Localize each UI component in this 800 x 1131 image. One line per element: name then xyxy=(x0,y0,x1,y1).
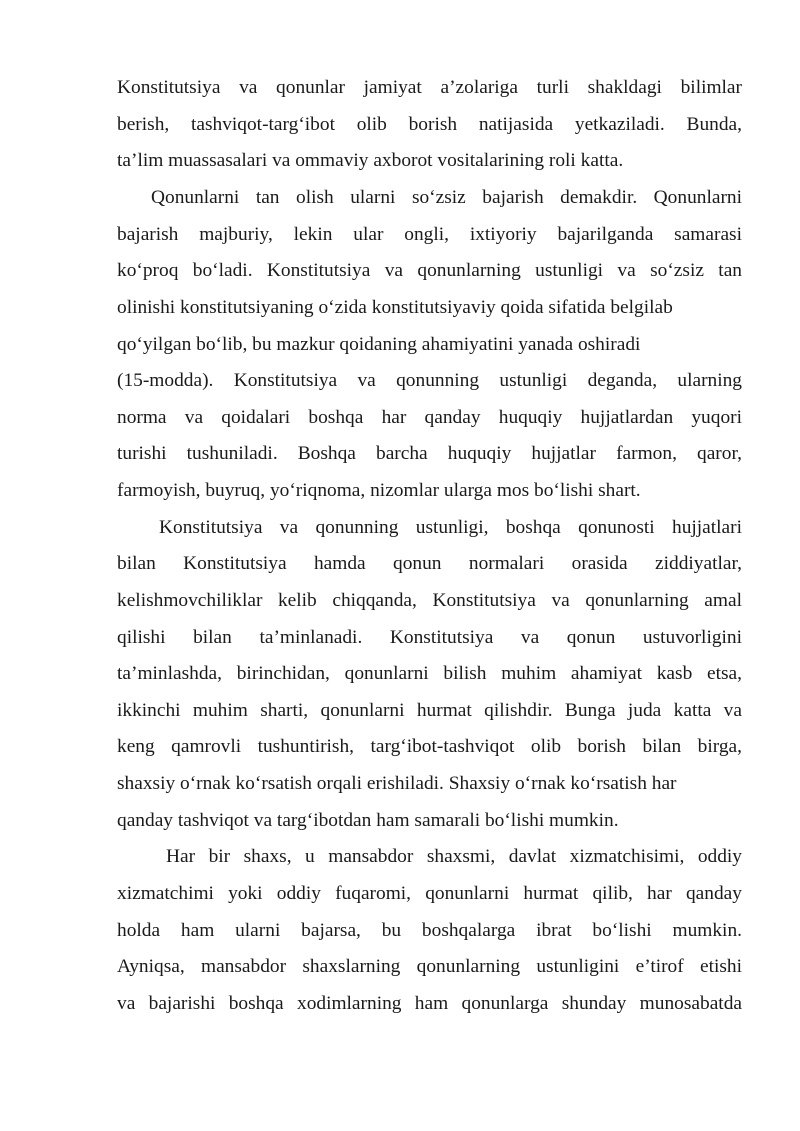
text-line: ko‘proq bo‘ladi. Konstitutsiya va qonunlarning ustunligi va so‘zsiz tan xyxy=(117,260,742,281)
text-line: va bajarishi boshqa xodimlarning ham qonunlarga shunday munosabatda xyxy=(117,993,742,1014)
text-line: bajarish majburiy, lekin ular ongli, ixtiyoriy bajarilganda samarasi xyxy=(117,224,742,245)
paragraph-first-line: Qonunlarni tan olish ularni so‘zsiz bajarish demakdir. Qonunlarni xyxy=(151,187,742,208)
text-line: berish, tashviqot-targ‘ibot olib borish natijasida yetkaziladi. Bunda, xyxy=(117,114,742,135)
text-line: holda ham ularni bajarsa, bu boshqalarga ibrat bo‘lishi mumkin. xyxy=(117,920,742,941)
text-line: qo‘yilgan bo‘lib, bu mazkur qoidaning ahamiyatini yanada oshiradi xyxy=(117,334,641,355)
text-line: norma va qoidalari boshqa har qanday huquqiy hujjatlardan yuqori xyxy=(117,407,742,428)
text-line: (15-modda). Konstitutsiya va qonunning ustunligi deganda, ularning xyxy=(117,370,742,391)
text-line: kelishmovchiliklar kelib chiqqanda, Konstitutsiya va qonunlarning amal xyxy=(117,590,742,611)
text-line: ta’lim muassasalari va ommaviy axborot vositalarining roli katta. xyxy=(117,150,624,171)
text-line: turishi tushuniladi. Boshqa barcha huquqiy hujjatlar farmon, qaror, xyxy=(117,443,742,464)
text-line: ikkinchi muhim sharti, qonunlarni hurmat qilishdir. Bunga juda katta va xyxy=(117,700,742,721)
paragraph-first-line: Konstitutsiya va qonunning ustunligi, boshqa qonunosti hujjatlari xyxy=(159,517,742,538)
text-line: olinishi konstitutsiyaning o‘zida konstitutsiyaviy qoida sifatida belgilab xyxy=(117,297,673,318)
text-line: bilan Konstitutsiya hamda qonun normalari orasida ziddiyatlar, xyxy=(117,553,742,574)
text-line: xizmatchimi yoki oddiy fuqaromi, qonunlarni hurmat qilib, har qanday xyxy=(117,883,742,904)
text-line: qilishi bilan ta’minlanadi. Konstitutsiya va qonun ustuvorligini xyxy=(117,627,742,648)
text-line: shaxsiy o‘rnak ko‘rsatish orqali erishiladi. Shaxsiy o‘rnak ko‘rsatish har xyxy=(117,773,677,794)
text-line: qanday tashviqot va targ‘ibotdan ham samarali bo‘lishi mumkin. xyxy=(117,810,619,831)
text-line: farmoyish, buyruq, yo‘riqnoma, nizomlar ularga mos bo‘lishi shart. xyxy=(117,480,641,501)
text-line: keng qamrovli tushuntirish, targ‘ibot-tashviqot olib borish bilan birga, xyxy=(117,736,742,757)
paragraph-first-line: Har bir shaxs, u mansabdor shaxsmi, davlat xizmatchisimi, oddiy xyxy=(166,846,742,867)
text-line: Konstitutsiya va qonunlar jamiyat a’zolariga turli shakldagi bilimlar xyxy=(117,77,742,98)
text-line: ta’minlashda, birinchidan, qonunlarni bilish muhim ahamiyat kasb etsa, xyxy=(117,663,742,684)
text-line: Ayniqsa, mansabdor shaxslarning qonunlarning ustunligini e’tirof etishi xyxy=(117,956,742,977)
